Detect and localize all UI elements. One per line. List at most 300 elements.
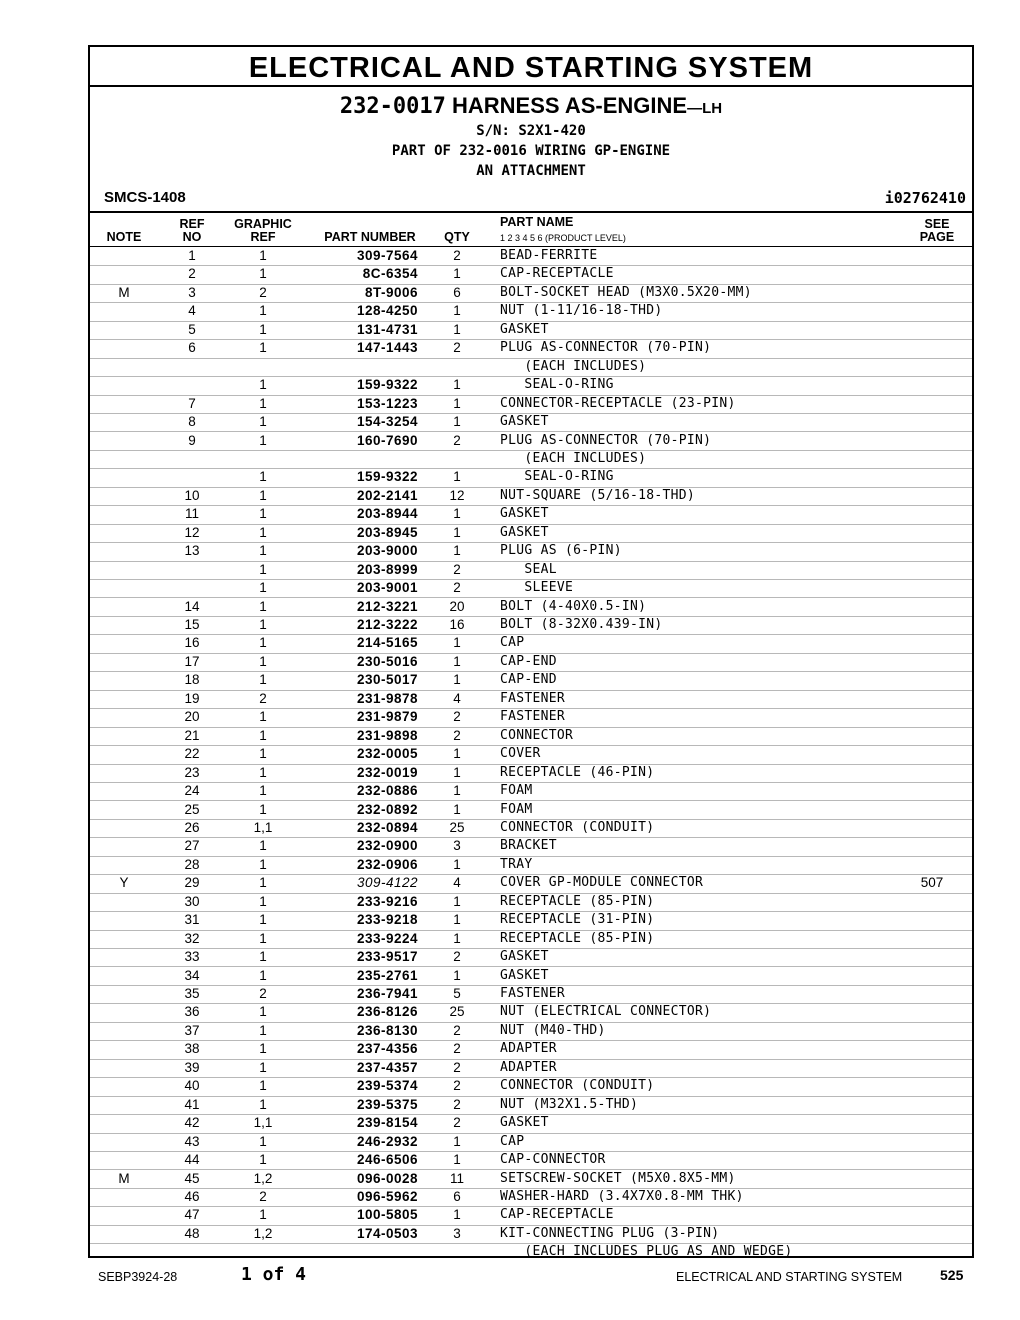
row-part-number: 233-9517 — [356, 949, 418, 965]
row-part-name: ADAPTER — [500, 1041, 557, 1057]
row-qty: 2 — [453, 949, 461, 965]
row-qty: 1 — [453, 801, 461, 817]
table-row — [90, 1040, 972, 1059]
row-graphic-ref: 1 — [259, 893, 267, 909]
row-ref-no: 30 — [184, 893, 200, 909]
row-part-number: 231-9879 — [356, 709, 418, 725]
table-row — [90, 1059, 972, 1078]
serial-range: S/N: S2X1-420 — [476, 123, 586, 139]
row-graphic-ref: 1 — [259, 303, 267, 319]
row-part-name: COVER — [500, 746, 541, 762]
row-part-number: 233-9216 — [356, 893, 418, 909]
row-ref-no: 48 — [184, 1225, 200, 1241]
table-row — [90, 1170, 972, 1189]
row-ref-no: 44 — [184, 1152, 200, 1168]
row-graphic-ref: 1 — [259, 321, 267, 337]
group-suffix: —LH — [687, 100, 723, 117]
col-graphic-bottom: REF — [250, 230, 276, 244]
row-ref-no: 25 — [184, 801, 200, 817]
table-row — [90, 579, 972, 598]
table-row — [90, 561, 972, 580]
row-part-number: 232-0005 — [356, 746, 418, 762]
row-graphic-ref: 1 — [259, 838, 267, 854]
row-part-name: GASKET — [500, 321, 549, 337]
row-part-number: 231-9898 — [356, 727, 418, 743]
row-part-number: 232-0894 — [356, 819, 418, 835]
table-row — [90, 468, 972, 487]
row-note: M — [118, 284, 130, 300]
row-graphic-ref: 1 — [259, 746, 267, 762]
row-part-name: NUT (1-11/16-18-THD) — [500, 303, 663, 319]
row-qty: 2 — [453, 1041, 461, 1057]
row-ref-no: 36 — [184, 1004, 200, 1020]
table-row — [90, 1133, 972, 1152]
row-part-number: 232-0019 — [356, 764, 418, 780]
row-part-name: RECEPTACLE (31-PIN) — [500, 912, 655, 928]
table-row — [90, 302, 972, 321]
row-ref-no: 6 — [188, 340, 196, 356]
row-part-name: CAP-CONNECTOR — [500, 1152, 606, 1168]
row-qty: 25 — [449, 819, 465, 835]
footer-page-of: 1 of 4 — [241, 1264, 307, 1285]
row-part-name: GASKET — [500, 524, 549, 540]
table-row — [90, 782, 972, 801]
row-part-number: 236-8126 — [356, 1004, 418, 1020]
row-part-number: 246-2932 — [356, 1133, 418, 1149]
row-part-name: WASHER-HARD (3.4X7X0.8-MM THK) — [500, 1188, 744, 1204]
row-qty: 1 — [453, 967, 461, 983]
row-part-name: NUT-SQUARE (5/16-18-THD) — [500, 487, 696, 503]
row-ref-no: 21 — [184, 727, 200, 743]
row-qty: 2 — [453, 561, 461, 577]
row-graphic-ref: 1 — [259, 617, 267, 632]
table-row — [90, 1151, 972, 1170]
table-row — [90, 634, 972, 653]
row-part-name: BOLT (8-32X0.439-IN) — [500, 617, 663, 632]
col-ref-bottom: NO — [182, 230, 202, 244]
row-qty: 1 — [453, 377, 461, 393]
row-ref-no: 1 — [188, 248, 196, 263]
row-part-number: 237-4357 — [356, 1059, 418, 1075]
row-graphic-ref: 1 — [259, 524, 267, 540]
table-row — [90, 874, 972, 893]
row-part-name: SLEEVE — [500, 580, 574, 596]
row-qty: 11 — [449, 1170, 464, 1186]
row-part-number: 131-4731 — [356, 321, 418, 337]
table-row — [90, 376, 972, 395]
row-qty: 2 — [453, 340, 461, 356]
row-part-name: BEAD-FERRITE — [500, 248, 598, 263]
row-graphic-ref: 1 — [259, 469, 267, 485]
row-ref-no: 8 — [188, 414, 196, 430]
row-graphic-ref: 1 — [259, 783, 267, 799]
table-row — [90, 708, 972, 727]
row-part-name: RECEPTACLE (85-PIN) — [500, 893, 655, 909]
row-graphic-ref: 1 — [259, 1096, 267, 1112]
row-part-name: KIT-CONNECTING PLUG (3-PIN) — [500, 1225, 720, 1241]
row-graphic-ref: 2 — [259, 284, 267, 300]
row-part-name: (EACH INCLUDES PLUG AS AND WEDGE) — [500, 1244, 793, 1260]
row-part-number: 309-4122 — [356, 875, 418, 891]
row-qty: 1 — [453, 543, 461, 559]
row-part-number: 237-4356 — [356, 1041, 418, 1057]
row-ref-no: 42 — [184, 1115, 200, 1131]
col-ref-top: REF — [179, 217, 205, 231]
table-row — [90, 727, 972, 746]
row-qty: 4 — [453, 875, 461, 891]
row-ref-no: 16 — [184, 635, 200, 651]
row-qty: 1 — [453, 635, 461, 651]
row-ref-no: 32 — [184, 930, 200, 946]
row-qty: 4 — [453, 690, 461, 706]
table-row — [90, 819, 972, 838]
table-row — [90, 524, 972, 543]
row-part-number: 202-2141 — [356, 487, 418, 503]
row-part-name: GASKET — [500, 414, 549, 430]
row-part-number: 230-5016 — [356, 653, 418, 669]
col-see-top: SEE — [924, 217, 950, 231]
table-row — [90, 948, 972, 967]
row-part-number: 159-9322 — [356, 377, 418, 393]
row-part-name: BOLT-SOCKET HEAD (M3X0.5X20-MM) — [500, 284, 752, 300]
table-row — [90, 1114, 972, 1133]
row-qty: 1 — [453, 395, 461, 411]
row-ref-no: 7 — [188, 395, 196, 411]
row-graphic-ref: 1 — [259, 487, 267, 503]
table-row — [90, 542, 972, 561]
row-graphic-ref: 1 — [259, 1059, 267, 1075]
row-graphic-ref: 1 — [259, 912, 267, 928]
row-part-name: SEAL-O-RING — [500, 377, 614, 393]
row-graphic-ref: 1 — [259, 414, 267, 430]
row-qty: 1 — [453, 321, 461, 337]
row-qty: 25 — [449, 1004, 465, 1020]
row-part-name: CAP — [500, 635, 525, 651]
table-row — [90, 1243, 972, 1261]
table-row — [90, 671, 972, 690]
row-part-number: 203-8945 — [356, 524, 418, 540]
row-part-name: GASKET — [500, 949, 549, 965]
row-part-number: 239-8154 — [356, 1115, 418, 1131]
row-graphic-ref: 1 — [259, 266, 267, 282]
row-graphic-ref: 1 — [259, 1207, 267, 1223]
row-part-name: PLUG AS-CONNECTOR (70-PIN) — [500, 432, 712, 448]
row-qty: 1 — [453, 1207, 461, 1223]
footer-page-number: 525 — [940, 1267, 964, 1283]
row-part-number: 231-9878 — [356, 690, 418, 706]
row-part-name: FOAM — [500, 801, 533, 817]
table-row — [90, 1206, 972, 1225]
row-qty: 1 — [453, 506, 461, 522]
row-part-name: CAP-END — [500, 672, 557, 688]
row-ref-no: 43 — [184, 1133, 200, 1149]
row-graphic-ref: 1 — [259, 672, 267, 688]
row-part-name: TRAY — [500, 856, 533, 872]
row-graphic-ref: 1,1 — [253, 819, 273, 835]
row-graphic-ref: 1,2 — [253, 1225, 273, 1241]
parts-page-frame — [88, 45, 974, 1258]
table-row — [90, 764, 972, 783]
table-row — [90, 653, 972, 672]
row-graphic-ref: 1 — [259, 377, 267, 393]
row-ref-no: 4 — [188, 303, 196, 319]
group-name: HARNESS AS-ENGINE — [451, 93, 688, 118]
row-part-name: CAP-RECEPTACLE — [500, 1207, 614, 1223]
row-ref-no: 41 — [184, 1096, 200, 1112]
table-row — [90, 450, 972, 469]
row-part-number: 203-9001 — [356, 580, 418, 596]
row-ref-no: 5 — [188, 321, 196, 337]
table-row — [90, 1003, 972, 1022]
row-ref-no: 20 — [184, 709, 200, 725]
row-graphic-ref: 1 — [259, 1004, 267, 1020]
table-row — [90, 856, 972, 875]
table-row — [90, 911, 972, 930]
row-ref-no: 40 — [184, 1078, 200, 1094]
group-heading — [90, 91, 972, 124]
table-row — [90, 505, 972, 524]
row-part-number: 235-2761 — [356, 967, 418, 983]
row-graphic-ref: 1 — [259, 248, 267, 263]
col-note: NOTE — [106, 230, 142, 244]
row-see-page: 507 — [920, 875, 944, 891]
row-note: M — [118, 1170, 130, 1186]
row-ref-no: 19 — [184, 690, 200, 706]
product-levels: 1 2 3 4 5 6 (PRODUCT LEVEL) — [500, 233, 626, 243]
row-part-name: BRACKET — [500, 838, 557, 854]
row-ref-no: 10 — [184, 487, 200, 503]
page-title: ELECTRICAL AND STARTING SYSTEM — [90, 47, 972, 87]
row-part-number: 230-5017 — [356, 672, 418, 688]
row-part-name: CONNECTOR (CONDUIT) — [500, 1078, 655, 1094]
row-ref-no: 46 — [184, 1188, 200, 1204]
column-headers — [90, 213, 972, 247]
row-ref-no: 23 — [184, 764, 200, 780]
row-part-name: FOAM — [500, 783, 533, 799]
row-part-number: 233-9224 — [356, 930, 418, 946]
table-row — [90, 413, 972, 432]
row-qty: 1 — [453, 266, 461, 282]
row-part-number: 233-9218 — [356, 912, 418, 928]
row-graphic-ref: 1 — [259, 875, 267, 891]
row-part-name: (EACH INCLUDES) — [500, 358, 647, 374]
row-qty: 3 — [453, 1225, 461, 1241]
table-row — [90, 284, 972, 303]
table-row — [90, 598, 972, 617]
row-graphic-ref: 1 — [259, 1133, 267, 1149]
row-part-name: (EACH INCLUDES) — [500, 450, 647, 466]
row-part-number: 309-7564 — [356, 248, 418, 263]
table-row — [90, 1225, 972, 1244]
row-qty: 2 — [453, 580, 461, 596]
row-qty: 6 — [453, 1188, 461, 1204]
row-part-number: 147-1443 — [356, 340, 418, 356]
row-part-number: 239-5375 — [356, 1096, 418, 1112]
table-row — [90, 395, 972, 414]
row-part-name: SETSCREW-SOCKET (M5X0.8X5-MM) — [500, 1170, 736, 1186]
row-part-number: 239-5374 — [356, 1078, 418, 1094]
row-graphic-ref: 1 — [259, 506, 267, 522]
row-ref-no: 2 — [188, 266, 196, 282]
row-qty: 1 — [453, 764, 461, 780]
row-graphic-ref: 1 — [259, 727, 267, 743]
row-graphic-ref: 1 — [259, 1152, 267, 1168]
row-graphic-ref: 1 — [259, 340, 267, 356]
row-part-name: FASTENER — [500, 709, 566, 725]
row-graphic-ref: 1 — [259, 1041, 267, 1057]
row-ref-no: 14 — [184, 598, 200, 614]
row-qty: 5 — [453, 986, 461, 1001]
row-qty: 16 — [449, 617, 465, 632]
table-row — [90, 616, 972, 635]
row-graphic-ref: 1 — [259, 543, 267, 559]
row-part-name: SEAL-O-RING — [500, 469, 614, 485]
row-qty: 20 — [449, 598, 465, 614]
row-graphic-ref: 1 — [259, 635, 267, 651]
col-graphic-top: GRAPHIC — [234, 217, 292, 231]
row-part-name: FASTENER — [500, 986, 566, 1001]
row-ref-no: 15 — [184, 617, 200, 632]
row-qty: 12 — [449, 487, 465, 503]
row-qty: 1 — [453, 783, 461, 799]
table-row — [90, 247, 972, 266]
row-note: Y — [119, 875, 129, 891]
row-ref-no: 13 — [184, 543, 200, 559]
row-qty: 2 — [453, 432, 461, 448]
row-part-number: 128-4250 — [356, 303, 418, 319]
group-header — [90, 85, 972, 213]
table-row — [90, 1188, 972, 1207]
attachment-line: AN ATTACHMENT — [476, 163, 586, 179]
row-qty: 6 — [453, 284, 461, 300]
col-part-number: PART NUMBER — [324, 230, 416, 244]
row-part-number: 236-7941 — [356, 986, 418, 1001]
row-part-name: BOLT (4-40X0.5-IN) — [500, 598, 647, 614]
illustration-id: i02762410 — [884, 189, 966, 207]
row-qty: 1 — [453, 1152, 461, 1168]
row-ref-no: 33 — [184, 949, 200, 965]
row-ref-no: 35 — [184, 986, 200, 1001]
row-part-name: CAP — [500, 1133, 525, 1149]
table-row — [90, 339, 972, 358]
footer-section: ELECTRICAL AND STARTING SYSTEM — [676, 1270, 903, 1284]
row-part-number: 214-5165 — [356, 635, 418, 651]
row-part-name: CONNECTOR (CONDUIT) — [500, 819, 655, 835]
row-graphic-ref: 1 — [259, 967, 267, 983]
row-graphic-ref: 1 — [259, 395, 267, 411]
row-part-number: 212-3222 — [356, 617, 418, 632]
row-qty: 2 — [453, 1096, 461, 1112]
row-ref-no: 38 — [184, 1041, 200, 1057]
row-part-name: CONNECTOR — [500, 727, 574, 743]
row-part-number: 232-0900 — [356, 838, 418, 854]
part-of-line: PART OF 232-0016 WIRING GP-ENGINE — [391, 143, 671, 159]
table-row — [90, 487, 972, 506]
row-part-name: FASTENER — [500, 690, 566, 706]
table-row — [90, 690, 972, 709]
row-graphic-ref: 2 — [259, 986, 267, 1001]
row-qty: 1 — [453, 893, 461, 909]
row-qty: 1 — [453, 303, 461, 319]
row-part-number: 096-5962 — [356, 1188, 418, 1204]
row-part-name: PLUG AS-CONNECTOR (70-PIN) — [500, 340, 712, 356]
row-ref-no: 26 — [184, 819, 200, 835]
row-part-name: GASKET — [500, 506, 549, 522]
row-part-name: CAP-RECEPTACLE — [500, 266, 614, 282]
row-part-name: GASKET — [500, 1115, 549, 1131]
row-graphic-ref: 2 — [259, 690, 267, 706]
table-row — [90, 745, 972, 764]
row-ref-no: 18 — [184, 672, 200, 688]
row-part-number: 203-9000 — [356, 543, 418, 559]
row-part-number: 246-6506 — [356, 1152, 418, 1168]
row-ref-no: 28 — [184, 856, 200, 872]
row-part-name: RECEPTACLE (46-PIN) — [500, 764, 655, 780]
row-qty: 3 — [453, 838, 461, 854]
row-part-number: 154-3254 — [356, 414, 418, 430]
table-row — [90, 358, 972, 377]
row-graphic-ref: 1 — [259, 856, 267, 872]
footer-doc-number: SEBP3924-28 — [98, 1270, 178, 1284]
row-part-number: 8T-9006 — [364, 284, 418, 300]
row-part-number: 100-5805 — [356, 1207, 418, 1223]
row-part-number: 232-0906 — [356, 856, 418, 872]
row-part-number: 203-8944 — [356, 506, 418, 522]
table-row — [90, 1022, 972, 1041]
row-graphic-ref: 1,1 — [253, 1115, 273, 1131]
row-qty: 1 — [453, 653, 461, 669]
row-ref-no: 31 — [184, 912, 200, 928]
row-qty: 2 — [453, 248, 461, 263]
row-part-number: 159-9322 — [356, 469, 418, 485]
row-qty: 2 — [453, 1115, 461, 1131]
table-row — [90, 985, 972, 1004]
row-qty: 1 — [453, 672, 461, 688]
row-part-number: 174-0503 — [356, 1225, 418, 1241]
row-qty: 2 — [453, 1059, 461, 1075]
smcs-code: SMCS-1408 — [104, 189, 186, 206]
row-part-name: CONNECTOR-RECEPTACLE (23-PIN) — [500, 395, 736, 411]
row-qty: 2 — [453, 1022, 461, 1038]
row-graphic-ref: 1 — [259, 764, 267, 780]
row-graphic-ref: 1 — [259, 709, 267, 725]
row-graphic-ref: 1,2 — [253, 1170, 273, 1186]
table-row — [90, 1096, 972, 1115]
col-part-name: PART NAME — [500, 215, 574, 229]
table-row — [90, 930, 972, 949]
row-part-name: PLUG AS (6-PIN) — [500, 543, 622, 559]
row-ref-no: 29 — [184, 875, 200, 891]
row-part-number: 8C-6354 — [362, 266, 418, 282]
row-ref-no: 45 — [184, 1170, 200, 1186]
row-part-number: 096-0028 — [356, 1170, 418, 1186]
row-part-name: COVER GP-MODULE CONNECTOR — [500, 875, 704, 891]
table-row — [90, 801, 972, 820]
table-row — [90, 432, 972, 451]
row-qty: 1 — [453, 524, 461, 540]
row-graphic-ref: 1 — [259, 949, 267, 965]
row-ref-no: 9 — [188, 432, 196, 448]
row-qty: 2 — [453, 709, 461, 725]
row-part-number: 232-0886 — [356, 783, 418, 799]
table-row — [90, 1077, 972, 1096]
row-ref-no: 22 — [184, 746, 200, 762]
row-part-name: RECEPTACLE (85-PIN) — [500, 930, 655, 946]
row-ref-no: 34 — [184, 967, 200, 983]
row-graphic-ref: 1 — [259, 930, 267, 946]
row-part-number: 203-8999 — [356, 561, 418, 577]
table-row — [90, 321, 972, 340]
